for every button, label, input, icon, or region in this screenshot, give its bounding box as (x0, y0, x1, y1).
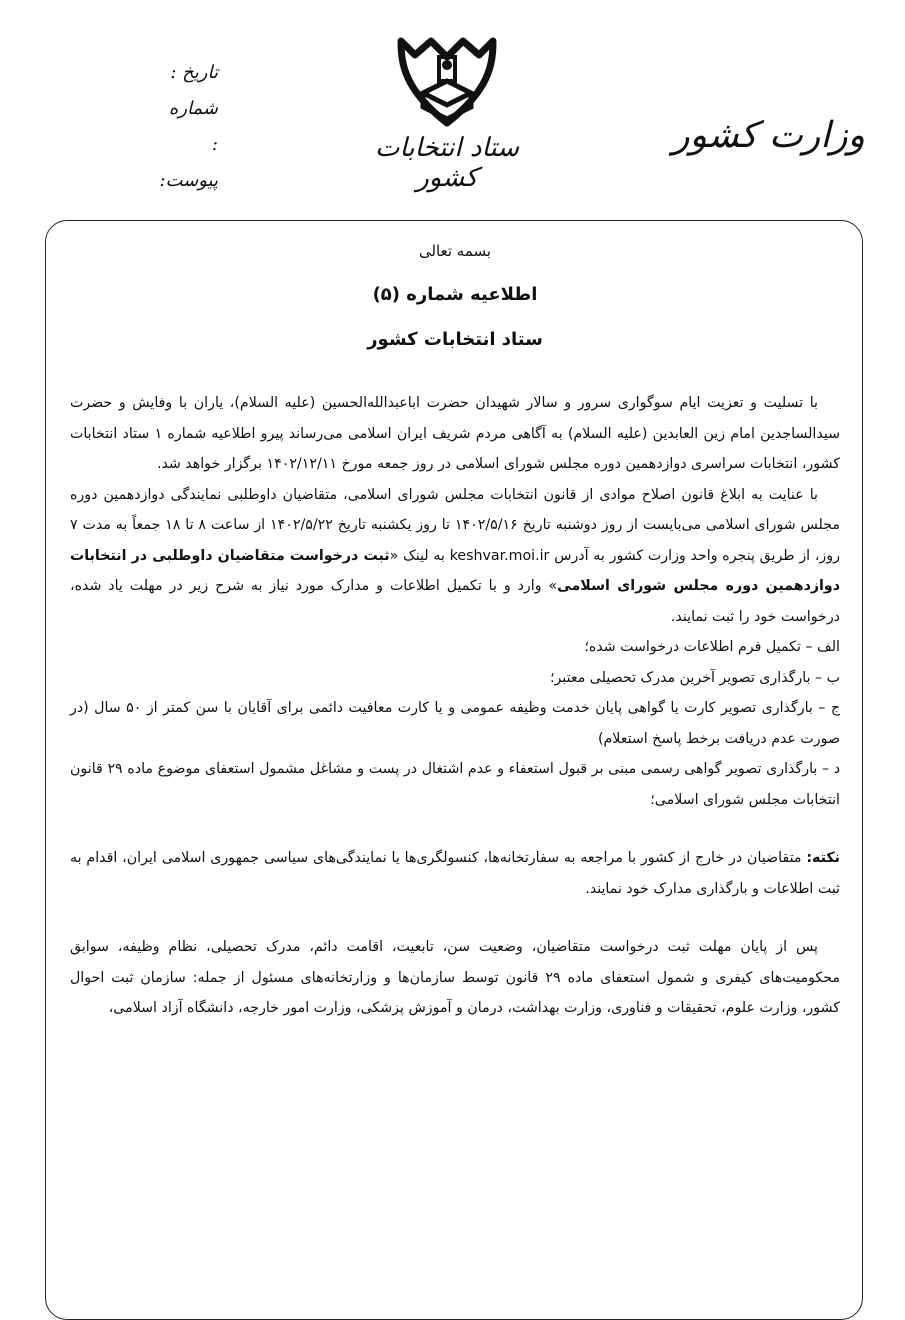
list-item-b: ب – بارگذاری تصویر آخرین مدرک تحصیلی معتبر؛ (549, 669, 840, 686)
date-label: تاریخ : (170, 62, 218, 83)
registration-link-title: ثبت درخواست متقاضیان داوطلبی در انتخابات دوازدهمین دوره مجلس شورای اسلامی (70, 547, 840, 594)
election-hq-name: ستاد انتخابات کشور (374, 133, 520, 193)
note-paragraph (70, 843, 840, 904)
note-label: نکته: (806, 850, 840, 866)
bismillah: بسمه تعالی (418, 242, 492, 260)
election-hq-emblem-icon (387, 35, 507, 127)
number-label: شماره : (168, 98, 218, 155)
list-item-c: ج – بارگذاری تصویر کارت یا گواهی پایان خدمت وظیفه عمومی و یا کارت معافیت دائمی برای آقایان با سن کمتر از ۵۰ سال (در صورت عدم دریافت برخط پاسخ استعلام) (70, 700, 840, 747)
paragraph-3: پس از پایان مهلت ثبت درخواست متقاضیان، وضعیت سن، تابعیت، اقامت دائم، مدرک تحصیلی، نظام وظیفه، سوابق محکومیت‌های کیفری و شمول استعفای ماده ۲۹ قانون توسط سازمان‌ها و وزارتخانه‌های مسئول از جمله: سازمان ثبت احوال کشور، وزارت علوم، تحقیقات و فناوری، وزارت بهداشت، درمان و آموزش پزشکی، وزارت امور خارجه، دانشگاه آزاد اسلامی، (70, 939, 840, 1016)
paragraph-2-end: » وارد و با تکمیل اطلاعات و مدارک مورد نیاز به شرح زیر در مهلت یاد شده، درخواست خود را ثبت نمایند. (70, 578, 840, 625)
ministry-name: وزارت کشور (672, 115, 865, 156)
announcement-subtitle: ستاد انتخابات کشور (367, 329, 543, 350)
note-text: متقاضیان در خارج از کشور با مراجعه به سفارتخانه‌ها، کنسولگری‌ها یا نمایندگی‌های سیاسی جمهوری اسلامی ایران، اقدام به ثبت اطلاعات و بارگذاری مدارک خود نمایند. (70, 850, 840, 897)
attachment-label: پیوست: (159, 170, 218, 191)
document-meta (158, 55, 218, 199)
announcement-body (70, 242, 840, 1024)
list-item-a: الف – تکمیل فرم اطلاعات درخواست شده؛ (584, 639, 840, 655)
announcement-title: اطلاعیه شماره (۵) (372, 284, 538, 305)
list-item-d: د – بارگذاری تصویر گواهی رسمی مبنی بر قبول استعفاء و عدم اشتغال در پست و مشاغل مشمول استعفای موضوع ماده ۲۹ قانون انتخابات مجلس شورای اسلامی؛ (70, 761, 841, 808)
paragraph-2-start: با عنایت به ابلاغ قانون اصلاح موادی از قانون انتخابات مجلس شورای اسلامی، متقاضیان داوطلبی نمایندگی دوازدهمین دوره مجلس شورای اسلامی می‌بایست از روز دوشنبه تاریخ ۱۴۰۲/۵/۱۶ تا روز یکشنبه تاریخ ۱۴۰۲/۵/۲۲ از ساعت ۸ تا ۱۸ جمعاً به مدت ۷ روز، از طریق پنجره واحد وزارت کشور به آدرس keshvar.moi.ir به لینک « (70, 486, 841, 564)
paragraph-1: با تسلیت و تعزیت ایام سوگواری سرور و سالار شهیدان حضرت اباعبدالله‌الحسین (علیه السلام)، یاران با وفایش و حضرت سیدالساجدین امام زین العابدین (علیه السلام) به آگاهی مردم شریف ایران اسلامی می‌رساند پیرو اطلاعیه شماره ۱ ستاد انتخابات کشور، انتخابات سراسری دوازدهمین دوره مجلس شورای اسلامی در روز جمعه مورخ ۱۴۰۲/۱۲/۱۱ برگزار خواهد شد. (70, 395, 840, 472)
header-logo (372, 35, 522, 193)
paragraph-2 (70, 480, 840, 633)
